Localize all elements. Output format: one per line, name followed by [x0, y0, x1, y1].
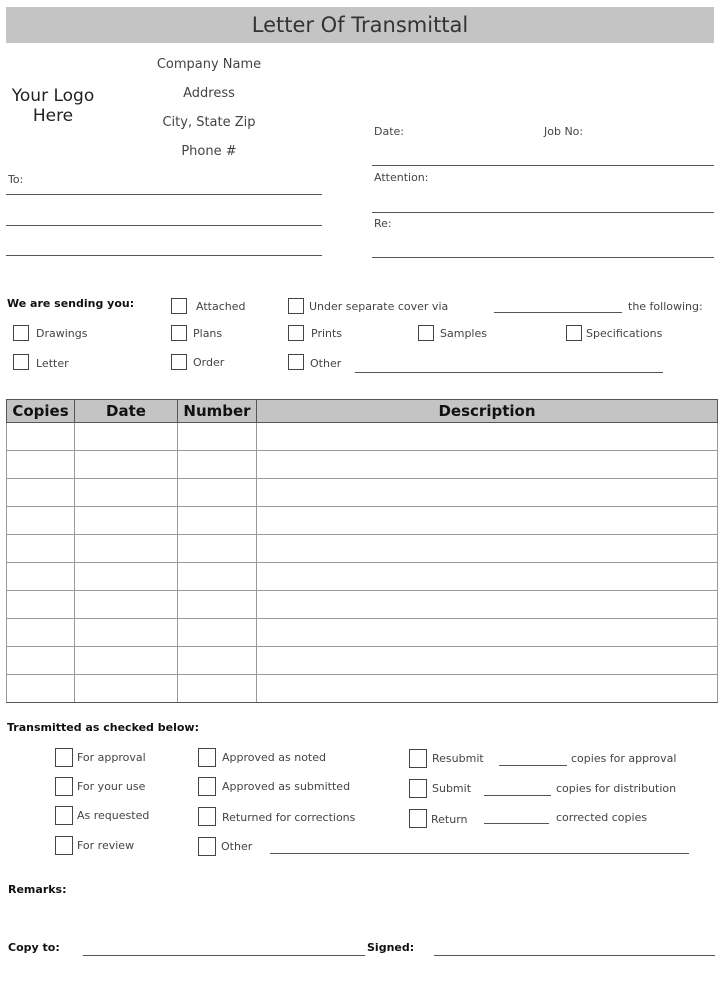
- table-row: [7, 647, 718, 675]
- job-no-label: Job No:: [544, 125, 584, 138]
- copy-to-label: Copy to:: [8, 941, 60, 954]
- description-header: Description: [257, 400, 718, 423]
- approved-as-noted-checkbox[interactable]: [198, 748, 216, 767]
- sending-heading: We are sending you:: [7, 297, 135, 310]
- company-name: Company Name: [156, 57, 262, 72]
- table-cell[interactable]: [75, 479, 178, 507]
- table-row: [7, 619, 718, 647]
- table-cell[interactable]: [75, 591, 178, 619]
- signed-line[interactable]: [434, 955, 715, 956]
- copies-for-distribution-label: copies for distribution: [556, 782, 677, 795]
- logo-line-1: Your Logo: [11, 86, 95, 106]
- order-checkbox[interactable]: [171, 354, 187, 370]
- table-cell[interactable]: [7, 451, 75, 479]
- table-cell[interactable]: [257, 423, 718, 451]
- remarks-label: Remarks:: [8, 883, 67, 896]
- company-city-state-zip: City, State Zip: [162, 115, 256, 130]
- order-label: Order: [193, 356, 225, 369]
- to-line-3[interactable]: [6, 255, 322, 256]
- table-cell[interactable]: [75, 535, 178, 563]
- logo-line-2: Here: [32, 106, 74, 126]
- for-approval-label: For approval: [77, 751, 146, 764]
- table-cell[interactable]: [178, 619, 257, 647]
- letter-checkbox[interactable]: [13, 354, 29, 370]
- drawings-label: Drawings: [36, 327, 88, 340]
- separate-cover-label: Under separate cover via: [309, 300, 449, 313]
- table-cell[interactable]: [178, 563, 257, 591]
- re-line[interactable]: [372, 257, 714, 258]
- approved-as-submitted-label: Approved as submitted: [222, 780, 351, 793]
- table-cell[interactable]: [7, 675, 75, 703]
- approved-as-noted-label: Approved as noted: [222, 751, 326, 764]
- table-cell[interactable]: [257, 675, 718, 703]
- table-cell[interactable]: [7, 619, 75, 647]
- table-cell[interactable]: [257, 507, 718, 535]
- the-following-label: the following:: [628, 300, 703, 313]
- attention-label: Attention:: [374, 171, 429, 184]
- table-cell[interactable]: [7, 563, 75, 591]
- table-cell[interactable]: [75, 563, 178, 591]
- letter-label: Letter: [36, 357, 69, 370]
- for-review-label: For review: [77, 839, 135, 852]
- samples-checkbox[interactable]: [418, 325, 434, 341]
- date-header: Date: [75, 400, 178, 423]
- return-label: Return: [431, 813, 468, 826]
- table-cell[interactable]: [7, 507, 75, 535]
- returned-for-corrections-checkbox[interactable]: [198, 807, 216, 826]
- other-transmitted-line[interactable]: [270, 853, 689, 854]
- table-cell[interactable]: [178, 591, 257, 619]
- re-label: Re:: [374, 217, 392, 230]
- table-cell[interactable]: [75, 675, 178, 703]
- signed-label: Signed:: [367, 941, 415, 954]
- table-cell[interactable]: [7, 535, 75, 563]
- approved-as-submitted-checkbox[interactable]: [198, 777, 216, 796]
- other-sending-checkbox[interactable]: [288, 354, 304, 370]
- to-line-1[interactable]: [6, 194, 322, 195]
- table-cell[interactable]: [75, 451, 178, 479]
- samples-label: Samples: [440, 327, 487, 340]
- resubmit-label: Resubmit: [432, 752, 484, 765]
- table-cell[interactable]: [7, 423, 75, 451]
- table-header-row: [7, 400, 718, 423]
- return-checkbox[interactable]: [409, 809, 427, 828]
- specifications-label: Specifications: [586, 327, 663, 340]
- resubmit-checkbox[interactable]: [409, 749, 427, 768]
- table-cell[interactable]: [75, 423, 178, 451]
- to-label: To:: [8, 173, 24, 186]
- date-label: Date:: [374, 125, 404, 138]
- table-cell[interactable]: [257, 563, 718, 591]
- for-review-checkbox[interactable]: [55, 836, 73, 855]
- other-sending-line[interactable]: [355, 372, 663, 373]
- table-cell[interactable]: [75, 507, 178, 535]
- table-cell[interactable]: [257, 479, 718, 507]
- drawings-checkbox[interactable]: [13, 325, 29, 341]
- table-cell[interactable]: [7, 479, 75, 507]
- table-cell[interactable]: [178, 675, 257, 703]
- table-cell[interactable]: [257, 535, 718, 563]
- table-cell[interactable]: [257, 451, 718, 479]
- company-address: Address: [183, 86, 235, 101]
- other-transmitted-checkbox[interactable]: [198, 837, 216, 856]
- transmitted-heading: Transmitted as checked below:: [7, 721, 199, 734]
- table-row: [7, 479, 718, 507]
- table-cell[interactable]: [75, 647, 178, 675]
- table-row: [7, 423, 718, 451]
- resubmit-copies-line[interactable]: [499, 765, 567, 766]
- table-row: [7, 451, 718, 479]
- logo-placeholder: [8, 86, 98, 126]
- copies-for-approval-label: copies for approval: [571, 752, 677, 765]
- table-cell[interactable]: [7, 647, 75, 675]
- attached-label: Attached: [196, 300, 246, 313]
- returned-for-corrections-label: Returned for corrections: [222, 811, 356, 824]
- table-cell[interactable]: [7, 591, 75, 619]
- attached-checkbox[interactable]: [171, 298, 187, 314]
- table-row: [7, 675, 718, 703]
- corrected-copies-label: corrected copies: [556, 811, 648, 824]
- separate-cover-checkbox[interactable]: [288, 298, 304, 314]
- for-your-use-label: For your use: [77, 780, 146, 793]
- plans-label: Plans: [193, 327, 223, 340]
- table-cell[interactable]: [178, 423, 257, 451]
- table-row: [7, 507, 718, 535]
- number-header: Number: [178, 400, 257, 423]
- specifications-checkbox[interactable]: [566, 325, 582, 341]
- table-row: [7, 591, 718, 619]
- copy-to-line[interactable]: [83, 955, 365, 956]
- plans-checkbox[interactable]: [171, 325, 187, 341]
- table-row: [7, 563, 718, 591]
- submit-checkbox[interactable]: [409, 779, 427, 798]
- table-cell[interactable]: [178, 507, 257, 535]
- table-cell[interactable]: [178, 479, 257, 507]
- submit-copies-line[interactable]: [484, 795, 551, 796]
- table-cell[interactable]: [178, 451, 257, 479]
- other-sending-label: Other: [310, 357, 342, 370]
- table-cell[interactable]: [75, 619, 178, 647]
- table-cell[interactable]: [257, 647, 718, 675]
- as-requested-label: As requested: [77, 809, 150, 822]
- to-line-2[interactable]: [6, 225, 322, 226]
- page-title: Letter Of Transmittal: [6, 7, 714, 43]
- table-cell[interactable]: [257, 591, 718, 619]
- other-transmitted-label: Other: [221, 840, 253, 853]
- prints-checkbox[interactable]: [288, 325, 304, 341]
- attention-line[interactable]: [372, 212, 714, 213]
- table-cell[interactable]: [257, 619, 718, 647]
- date-job-line[interactable]: [372, 165, 714, 166]
- for-approval-checkbox[interactable]: [55, 748, 73, 767]
- submit-label: Submit: [432, 782, 472, 795]
- for-your-use-checkbox[interactable]: [55, 777, 73, 796]
- as-requested-checkbox[interactable]: [55, 806, 73, 825]
- separate-cover-via-line[interactable]: [494, 312, 622, 313]
- prints-label: Prints: [311, 327, 343, 340]
- table-cell[interactable]: [178, 647, 257, 675]
- items-table: [6, 399, 718, 703]
- company-phone: Phone #: [181, 144, 237, 159]
- table-cell[interactable]: [178, 535, 257, 563]
- copies-header: Copies: [7, 400, 75, 423]
- table-row: [7, 535, 718, 563]
- return-copies-line[interactable]: [484, 823, 549, 824]
